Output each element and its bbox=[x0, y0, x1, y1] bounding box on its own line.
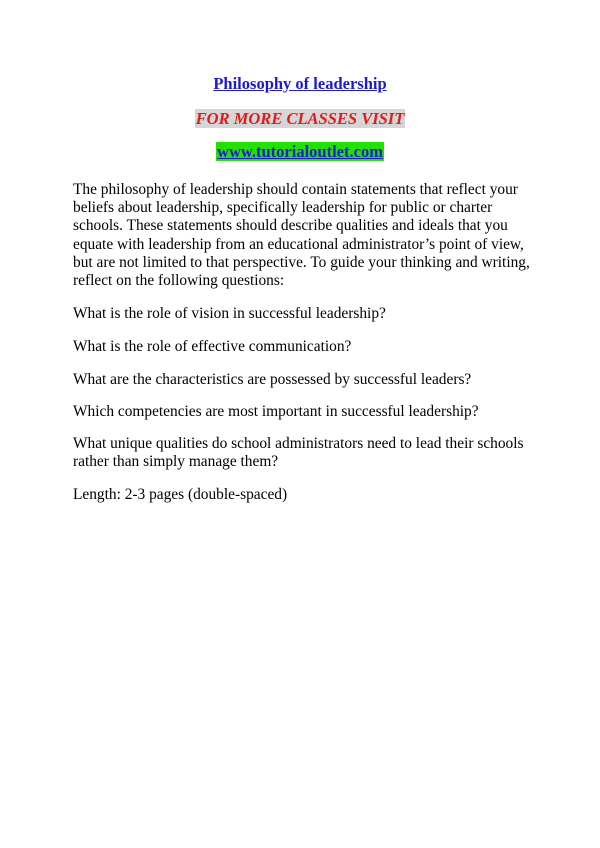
website-line bbox=[0, 142, 600, 162]
intro-paragraph: The philosophy of leadership should contain statements that reflect your beliefs about leadership, specifically leadership for public or charter schools. These statements should describe qualities and ideals that you equate with leadership from an educational administrator’s point of view, but are not limited to that perspective. To guide your thinking and writing, reflect on the following questions: bbox=[73, 181, 530, 290]
question-competencies: Which competencies are most important in successful leadership? bbox=[73, 403, 479, 420]
title-link[interactable]: Philosophy of leadership bbox=[213, 74, 387, 93]
question-communication: What is the role of effective communication? bbox=[73, 338, 352, 355]
question-characteristics: What are the characteristics are possessed by successful leaders? bbox=[73, 371, 472, 388]
question-vision: What is the role of vision in successful leadership? bbox=[73, 305, 386, 322]
visit-banner bbox=[0, 109, 600, 129]
length-note: Length: 2-3 pages (double-spaced) bbox=[73, 486, 288, 503]
visit-banner-text: FOR MORE CLASSES VISIT bbox=[195, 109, 405, 128]
page-title bbox=[0, 74, 600, 94]
website-link[interactable]: www.tutorialoutlet.com bbox=[217, 142, 383, 161]
question-unique-qualities: What unique qualities do school administrators need to lead their schools rather than simply manage them? bbox=[73, 435, 524, 471]
